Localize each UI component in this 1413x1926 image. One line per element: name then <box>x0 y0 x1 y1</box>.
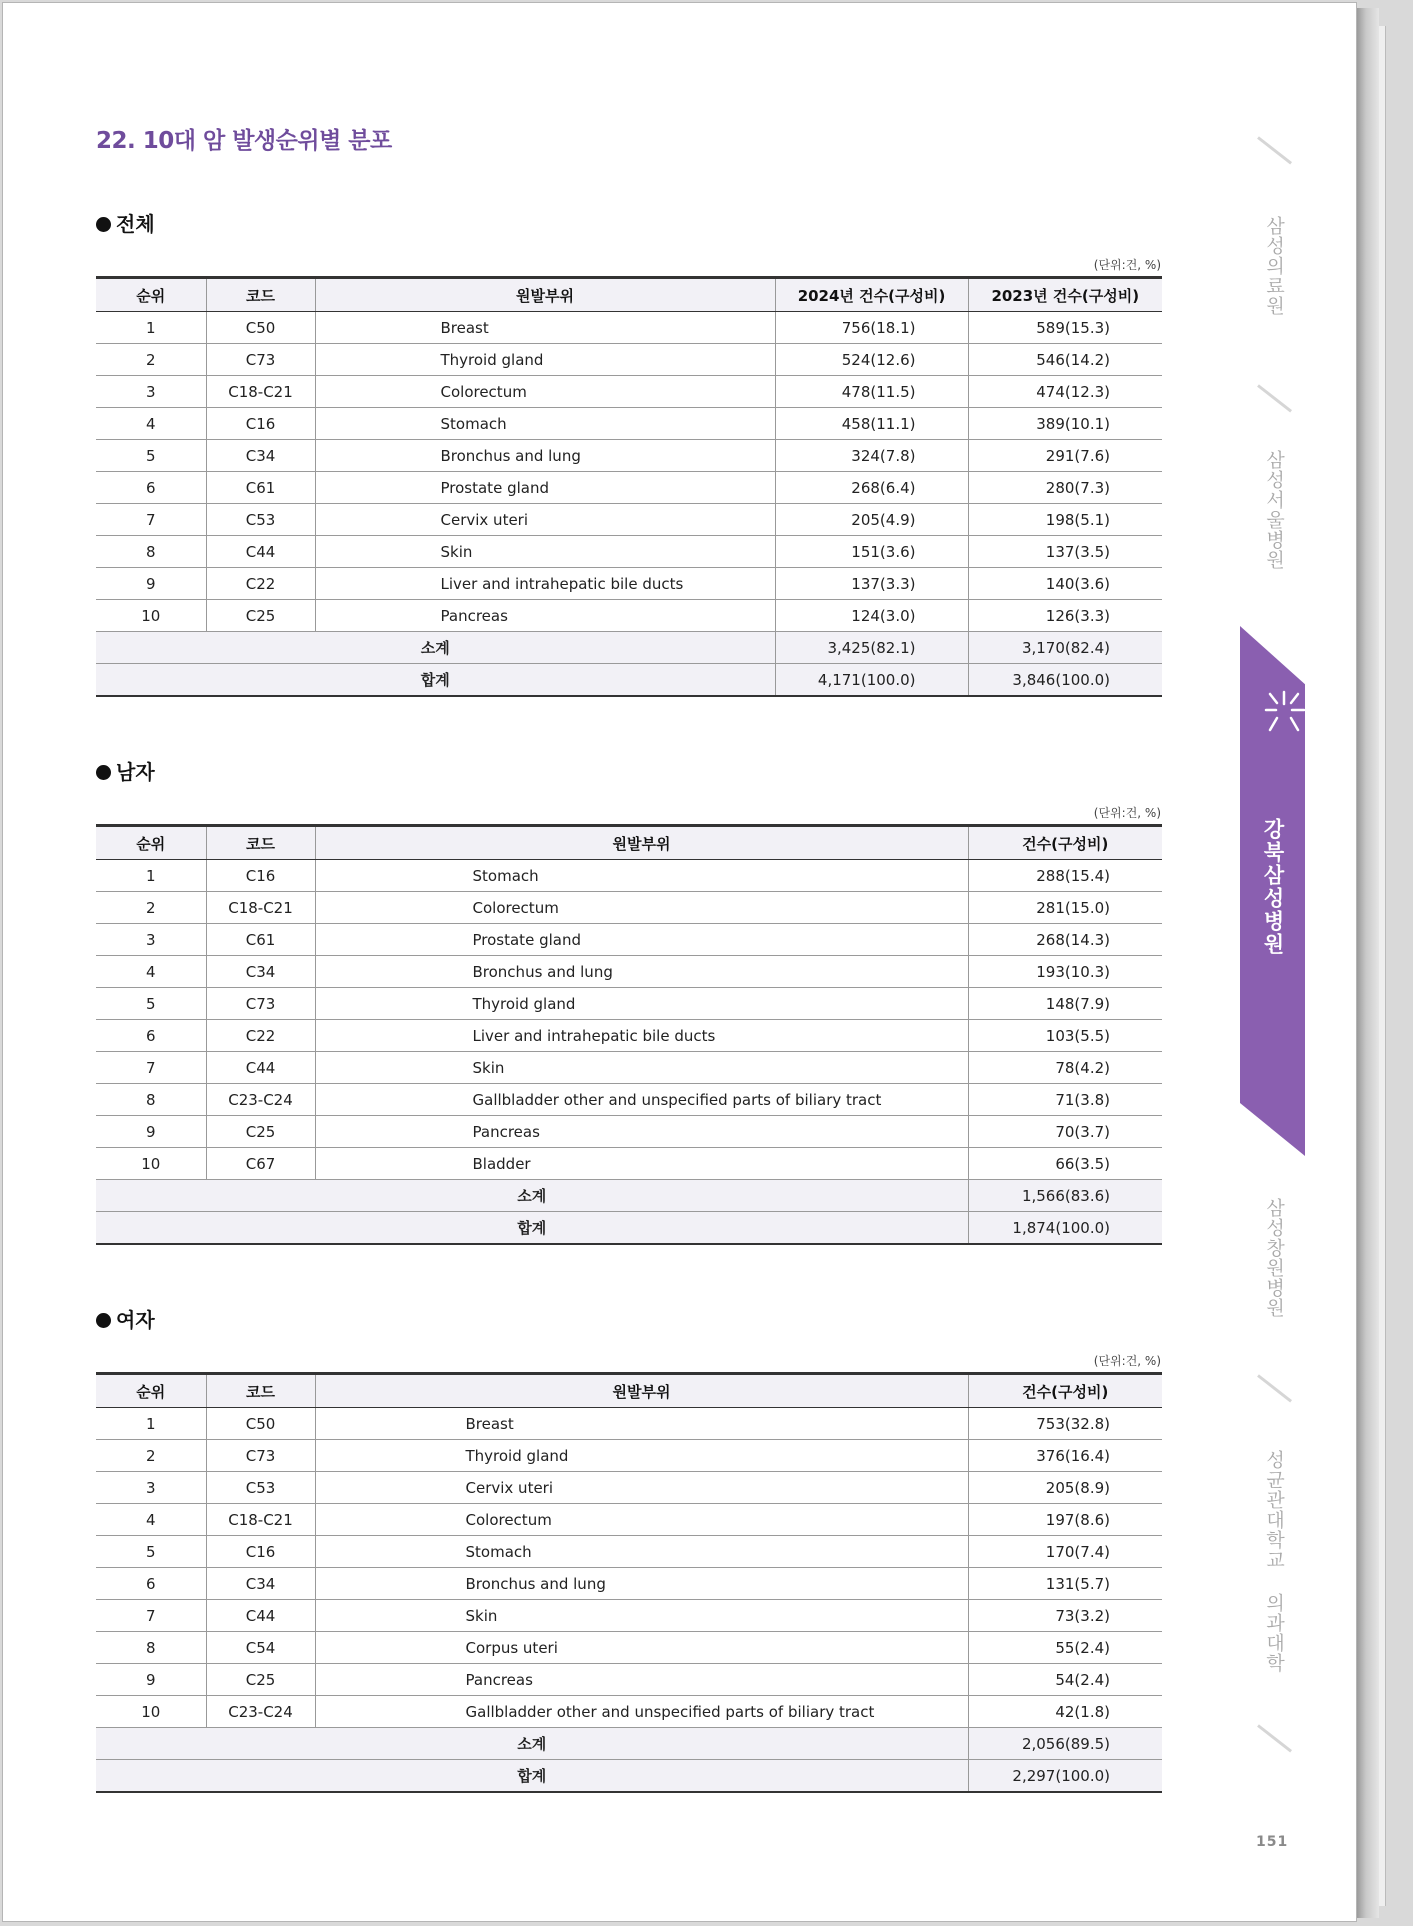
code-cell: C25 <box>206 1664 315 1696</box>
count-2023-cell: 137(3.5) <box>968 536 1162 568</box>
unit-label: (단위:건, %) <box>1093 258 1161 272</box>
count-cell: 753(32.8) <box>968 1408 1162 1440</box>
rank-cell: 10 <box>96 1148 206 1180</box>
code-cell: C22 <box>206 1020 315 1052</box>
count-cell: 131(5.7) <box>968 1568 1162 1600</box>
code-cell: C73 <box>206 344 315 376</box>
total-count-cell: 2,297(100.0) <box>968 1760 1162 1793</box>
column-header: 순위 <box>96 1374 206 1408</box>
unit-label: (단위:건, %) <box>1093 806 1161 820</box>
rank-cell: 1 <box>96 312 206 344</box>
code-cell: C34 <box>206 1568 315 1600</box>
rank-cell: 6 <box>96 1020 206 1052</box>
count-cell: 148(7.9) <box>968 988 1162 1020</box>
rank-cell: 3 <box>96 1472 206 1504</box>
total-row <box>96 1212 1162 1245</box>
site-cell: Prostate gland <box>315 472 775 504</box>
subtotal-2024-cell: 3,425(82.1) <box>775 632 968 664</box>
table-row <box>96 1084 1162 1116</box>
count-2024-cell: 137(3.3) <box>775 568 968 600</box>
column-header: 코드 <box>206 278 315 312</box>
subtotal-row <box>96 632 1162 664</box>
code-cell: C16 <box>206 408 315 440</box>
table-row <box>96 600 1162 632</box>
site-cell: Bronchus and lung <box>315 956 968 988</box>
section-heading-female <box>96 1304 155 1333</box>
rank-cell: 4 <box>96 408 206 440</box>
total-label: 합계 <box>96 1212 968 1245</box>
code-cell: C73 <box>206 1440 315 1472</box>
table-row <box>96 1664 1162 1696</box>
total-label: 합계 <box>96 1760 968 1793</box>
code-cell: C50 <box>206 312 315 344</box>
rank-cell: 5 <box>96 988 206 1020</box>
site-cell: Breast <box>315 1408 968 1440</box>
count-cell: 103(5.5) <box>968 1020 1162 1052</box>
code-cell: C18-C21 <box>206 376 315 408</box>
count-2024-cell: 268(6.4) <box>775 472 968 504</box>
code-cell: C34 <box>206 440 315 472</box>
code-cell: C16 <box>206 860 315 892</box>
bullet-icon <box>96 1313 111 1328</box>
subtotal-count-cell: 2,056(89.5) <box>968 1728 1162 1760</box>
site-cell: Prostate gland <box>315 924 968 956</box>
page-title: 22. 10대 암 발생순위별 분포 <box>96 128 392 154</box>
table-header-row <box>96 278 1162 312</box>
table-row <box>96 1440 1162 1472</box>
code-cell: C54 <box>206 1632 315 1664</box>
count-2024-cell: 458(11.1) <box>775 408 968 440</box>
code-cell: C23-C24 <box>206 1084 315 1116</box>
subtotal-row <box>96 1180 1162 1212</box>
subtotal-count-cell: 1,566(83.6) <box>968 1180 1162 1212</box>
count-2023-cell: 389(10.1) <box>968 408 1162 440</box>
column-header: 원발부위 <box>315 278 775 312</box>
table-row <box>96 312 1162 344</box>
side-nav-item-samsung-seoul[interactable]: 삼성서울병원 <box>1263 450 1285 570</box>
table-row <box>96 440 1162 472</box>
count-cell: 66(3.5) <box>968 1148 1162 1180</box>
site-cell: Stomach <box>315 1536 968 1568</box>
code-cell: C23-C24 <box>206 1696 315 1728</box>
rank-cell: 6 <box>96 472 206 504</box>
site-cell: Bronchus and lung <box>315 440 775 472</box>
bullet-icon <box>96 217 111 232</box>
site-cell: Cervix uteri <box>315 504 775 536</box>
rank-cell: 10 <box>96 1696 206 1728</box>
total-2024-cell: 4,171(100.0) <box>775 664 968 697</box>
subtotal-label: 소계 <box>96 1180 968 1212</box>
count-2023-cell: 126(3.3) <box>968 600 1162 632</box>
subtotal-label: 소계 <box>96 1728 968 1760</box>
site-cell: Thyroid gland <box>315 344 775 376</box>
table-row <box>96 1408 1162 1440</box>
count-2023-cell: 280(7.3) <box>968 472 1162 504</box>
site-cell: Colorectum <box>315 376 775 408</box>
site-cell: Skin <box>315 1600 968 1632</box>
code-cell: C18-C21 <box>206 892 315 924</box>
site-cell: Breast <box>315 312 775 344</box>
count-cell: 205(8.9) <box>968 1472 1162 1504</box>
code-cell: C44 <box>206 536 315 568</box>
total-count-cell: 1,874(100.0) <box>968 1212 1162 1245</box>
rank-cell: 3 <box>96 376 206 408</box>
site-cell: Skin <box>315 536 775 568</box>
table-row <box>96 1696 1162 1728</box>
total-row <box>96 1760 1162 1793</box>
count-cell: 376(16.4) <box>968 1440 1162 1472</box>
column-header: 순위 <box>96 278 206 312</box>
table-row <box>96 408 1162 440</box>
site-cell: Gallbladder other and unspecified parts of biliary tract <box>315 1696 968 1728</box>
count-cell: 268(14.3) <box>968 924 1162 956</box>
count-2024-cell: 324(7.8) <box>775 440 968 472</box>
total-2023-cell: 3,846(100.0) <box>968 664 1162 697</box>
burst-icon <box>1262 688 1306 738</box>
table-row <box>96 1504 1162 1536</box>
column-header: 건수(구성비) <box>968 826 1162 860</box>
table-row <box>96 376 1162 408</box>
side-nav-item-kangbuk-samsung[interactable]: 강북삼성병원 <box>1261 818 1285 956</box>
section-heading-male <box>96 756 155 785</box>
code-cell: C61 <box>206 472 315 504</box>
count-cell: 193(10.3) <box>968 956 1162 988</box>
code-cell: C25 <box>206 600 315 632</box>
count-2024-cell: 756(18.1) <box>775 312 968 344</box>
page-edge <box>1357 8 1379 1918</box>
rank-cell: 3 <box>96 924 206 956</box>
table-row <box>96 536 1162 568</box>
count-cell: 197(8.6) <box>968 1504 1162 1536</box>
rank-cell: 7 <box>96 1052 206 1084</box>
site-cell: Colorectum <box>315 1504 968 1536</box>
table-row <box>96 504 1162 536</box>
column-header: 원발부위 <box>315 826 968 860</box>
total-label: 합계 <box>96 664 775 697</box>
count-cell: 54(2.4) <box>968 1664 1162 1696</box>
rank-cell: 8 <box>96 1084 206 1116</box>
code-cell: C53 <box>206 504 315 536</box>
bullet-icon <box>96 765 111 780</box>
column-header: 코드 <box>206 826 315 860</box>
site-cell: Bronchus and lung <box>315 1568 968 1600</box>
table-row <box>96 988 1162 1020</box>
unit-label: (단위:건, %) <box>1093 1354 1161 1368</box>
code-cell: C25 <box>206 1116 315 1148</box>
site-cell: Liver and intrahepatic bile ducts <box>315 1020 968 1052</box>
rank-cell: 8 <box>96 536 206 568</box>
site-cell: Bladder <box>315 1148 968 1180</box>
count-2024-cell: 478(11.5) <box>775 376 968 408</box>
count-cell: 78(4.2) <box>968 1052 1162 1084</box>
table-row <box>96 1116 1162 1148</box>
table-row <box>96 1020 1162 1052</box>
site-cell: Liver and intrahepatic bile ducts <box>315 568 775 600</box>
count-cell: 73(3.2) <box>968 1600 1162 1632</box>
rank-cell: 2 <box>96 892 206 924</box>
code-cell: C50 <box>206 1408 315 1440</box>
rank-cell: 5 <box>96 1536 206 1568</box>
code-cell: C44 <box>206 1052 315 1084</box>
rank-cell: 4 <box>96 1504 206 1536</box>
section-heading-total <box>96 208 155 237</box>
code-cell: C61 <box>206 924 315 956</box>
table-row <box>96 924 1162 956</box>
code-cell: C18-C21 <box>206 1504 315 1536</box>
rank-cell: 2 <box>96 1440 206 1472</box>
count-cell: 281(15.0) <box>968 892 1162 924</box>
rank-cell: 5 <box>96 440 206 472</box>
side-nav-item-samsung-changwon[interactable]: 삼성창원병원 <box>1263 1198 1285 1318</box>
count-2023-cell: 140(3.6) <box>968 568 1162 600</box>
count-2023-cell: 474(12.3) <box>968 376 1162 408</box>
rank-cell: 2 <box>96 344 206 376</box>
rank-cell: 1 <box>96 1408 206 1440</box>
table-row <box>96 344 1162 376</box>
site-cell: Stomach <box>315 408 775 440</box>
site-cell: Pancreas <box>315 600 775 632</box>
rank-cell: 4 <box>96 956 206 988</box>
rank-cell: 9 <box>96 1664 206 1696</box>
rank-cell: 7 <box>96 1600 206 1632</box>
table-header-row <box>96 1374 1162 1408</box>
subtotal-row <box>96 1728 1162 1760</box>
table-row <box>96 1632 1162 1664</box>
site-cell: Corpus uteri <box>315 1632 968 1664</box>
side-nav-item-samsung-medical[interactable]: 삼성의료원 <box>1263 216 1285 316</box>
table-row <box>96 568 1162 600</box>
code-cell: C67 <box>206 1148 315 1180</box>
table-row <box>96 1536 1162 1568</box>
column-header: 원발부위 <box>315 1374 968 1408</box>
site-cell: Skin <box>315 1052 968 1084</box>
site-cell: Cervix uteri <box>315 1472 968 1504</box>
table-male <box>96 824 1162 1245</box>
site-cell: Colorectum <box>315 892 968 924</box>
page-edge-inner <box>1379 26 1386 1906</box>
count-cell: 55(2.4) <box>968 1632 1162 1664</box>
table-row <box>96 1148 1162 1180</box>
section-heading-text: 전체 <box>116 212 155 236</box>
site-cell: Pancreas <box>315 1116 968 1148</box>
count-2024-cell: 124(3.0) <box>775 600 968 632</box>
code-cell: C22 <box>206 568 315 600</box>
table-row <box>96 892 1162 924</box>
code-cell: C16 <box>206 1536 315 1568</box>
rank-cell: 10 <box>96 600 206 632</box>
rank-cell: 8 <box>96 1632 206 1664</box>
count-cell: 42(1.8) <box>968 1696 1162 1728</box>
site-cell: Thyroid gland <box>315 1440 968 1472</box>
rank-cell: 7 <box>96 504 206 536</box>
table-row <box>96 1600 1162 1632</box>
page-number: 151 <box>1256 1834 1289 1850</box>
total-row <box>96 664 1162 697</box>
count-2023-cell: 198(5.1) <box>968 504 1162 536</box>
column-header: 코드 <box>206 1374 315 1408</box>
column-header: 2024년 건수(구성비) <box>775 278 968 312</box>
table-row <box>96 956 1162 988</box>
subtotal-label: 소계 <box>96 632 775 664</box>
rank-cell: 6 <box>96 1568 206 1600</box>
code-cell: C44 <box>206 1600 315 1632</box>
table-row <box>96 1568 1162 1600</box>
table-row <box>96 472 1162 504</box>
count-2024-cell: 524(12.6) <box>775 344 968 376</box>
rank-cell: 9 <box>96 568 206 600</box>
count-2023-cell: 546(14.2) <box>968 344 1162 376</box>
column-header: 건수(구성비) <box>968 1374 1162 1408</box>
site-cell: Thyroid gland <box>315 988 968 1020</box>
count-cell: 288(15.4) <box>968 860 1162 892</box>
column-header: 2023년 건수(구성비) <box>968 278 1162 312</box>
count-cell: 71(3.8) <box>968 1084 1162 1116</box>
subtotal-2023-cell: 3,170(82.4) <box>968 632 1162 664</box>
count-2024-cell: 205(4.9) <box>775 504 968 536</box>
site-cell: Gallbladder other and unspecified parts of biliary tract <box>315 1084 968 1116</box>
table-total <box>96 276 1162 697</box>
table-header-row <box>96 826 1162 860</box>
count-cell: 70(3.7) <box>968 1116 1162 1148</box>
count-2024-cell: 151(3.6) <box>775 536 968 568</box>
count-2023-cell: 291(7.6) <box>968 440 1162 472</box>
count-2023-cell: 589(15.3) <box>968 312 1162 344</box>
code-cell: C53 <box>206 1472 315 1504</box>
rank-cell: 1 <box>96 860 206 892</box>
column-header: 순위 <box>96 826 206 860</box>
count-cell: 170(7.4) <box>968 1536 1162 1568</box>
side-nav-item-skku-medicine[interactable]: 성균관대학교 의과대학 <box>1263 1450 1285 1673</box>
site-cell: Stomach <box>315 860 968 892</box>
rank-cell: 9 <box>96 1116 206 1148</box>
table-row <box>96 1052 1162 1084</box>
table-female <box>96 1372 1162 1793</box>
code-cell: C34 <box>206 956 315 988</box>
table-row <box>96 860 1162 892</box>
site-cell: Pancreas <box>315 1664 968 1696</box>
table-row <box>96 1472 1162 1504</box>
code-cell: C73 <box>206 988 315 1020</box>
section-heading-text: 여자 <box>116 1308 155 1332</box>
section-heading-text: 남자 <box>116 760 155 784</box>
